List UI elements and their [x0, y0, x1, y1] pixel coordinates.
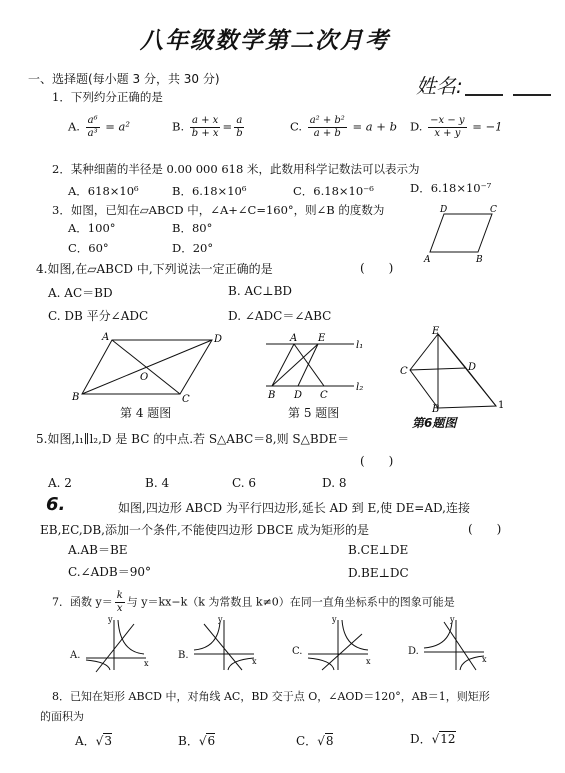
fig4-label-d: D — [214, 334, 223, 345]
q4-stem: 4.如图,在▱ABCD 中,下列说法一定正确的是 — [36, 262, 273, 276]
hyperbola-branch — [460, 656, 484, 670]
fig5-label-e: E — [318, 333, 326, 344]
q4-option-c: C. DB 平分∠ADC — [48, 309, 149, 323]
fig6-figure — [396, 326, 510, 412]
fig5-label-c: C — [320, 390, 328, 401]
section-heading: 一、选择题(每小题 3 分，共 30 分) — [28, 72, 220, 86]
q5-answer-paren: ( ) — [360, 454, 394, 468]
q8-option-c: C．√8 — [296, 734, 334, 748]
q3-option-b: B．80° — [172, 221, 213, 235]
q1-option-d: D. $\frac{-x - y}{x + y}$ = −1 — [410, 115, 503, 139]
hyperbola-branch — [308, 658, 334, 670]
exam-title: 八年级数学第二次月考 — [140, 28, 390, 54]
fig5-figure — [262, 330, 372, 402]
q6-option-c: C.∠ADB＝90° — [68, 565, 151, 579]
q3-parallelogram-figure — [420, 202, 500, 264]
q4-option-d: D. ∠ADC＝∠ABC — [228, 309, 332, 323]
fig5-segment — [298, 344, 318, 386]
line-graph — [322, 634, 362, 670]
q6-option-a: A.AB＝BE — [68, 543, 128, 557]
fig4-diagonal-bd — [82, 340, 212, 394]
q1-option-c: C. $\frac{\text{a² + b²}}{a + b}$ = a + b — [290, 115, 397, 139]
fig5-segment — [294, 344, 324, 386]
fig4-label-o: O — [140, 372, 149, 383]
x-label: x — [482, 655, 487, 664]
q7-option-b-label: B. — [178, 650, 189, 661]
q7-graph-d — [420, 614, 490, 674]
x-label: x — [366, 657, 371, 666]
q7-graph-b — [190, 614, 260, 674]
fig6-label-c: C — [400, 366, 408, 377]
q8-option-a: A．√3 — [75, 734, 112, 748]
fig6-label-d: D — [468, 362, 477, 373]
q8-option-b: B．√6 — [178, 734, 216, 748]
label-d: D — [440, 205, 448, 215]
fig5-caption: 第 5 题图 — [288, 406, 340, 420]
fig5-segment — [272, 344, 294, 386]
q3-stem: 3．如图，已知在▱ABCD 中，∠A+∠C=160°，则∠B 的度数为 — [52, 203, 385, 217]
q3-option-a: A．100° — [68, 221, 116, 235]
label-a: A — [424, 255, 431, 264]
y-label: y — [450, 615, 455, 624]
y-label: y — [332, 615, 337, 624]
line-graph — [204, 624, 242, 670]
q1-option-a: A. $\frac{\text{a⁶}}{\text{a³}}$ = a² — [68, 115, 131, 139]
fig4-parallelogram — [70, 330, 230, 404]
y-label: y — [108, 615, 113, 624]
q4-answer-paren: ( ) — [360, 261, 394, 275]
label-c: C — [490, 205, 497, 215]
fig6-segment — [438, 334, 496, 406]
fig5-label-d: D — [294, 390, 303, 401]
hyperbola-branch — [86, 660, 110, 670]
fig5-label-b: B — [268, 390, 276, 401]
q4-option-b: B. AC⊥BD — [228, 284, 293, 298]
q5-option-c: C. 6 — [232, 476, 257, 490]
q7-option-d-label: D. — [408, 646, 419, 657]
y-label: y — [218, 615, 223, 624]
q2-stem: 2．某种细菌的半径是 0.00 000 618 米，此数用科学记数法可以表示为 — [52, 162, 420, 176]
fig6-label-e: E — [432, 326, 440, 337]
x-label: x — [252, 657, 257, 666]
q5-option-b: B. 4 — [145, 476, 170, 490]
fig5-label-a: A — [290, 333, 298, 344]
q8-stem-line2: 的面积为 — [40, 710, 84, 723]
name-underline — [513, 94, 551, 96]
q3-option-c: C．60° — [68, 241, 109, 255]
fig5-segment — [272, 344, 318, 386]
line-graph — [444, 622, 476, 670]
q6-stem-line2: EB,EC,DB,添加一个条件,不能使四边形 DBCE 成为矩形的是 — [40, 523, 370, 537]
q7-stem: 7．函数 y＝ $\frac{k}{x}$ 与 y＝kx−k（k 为常数且 k≠0）在同一直角坐标系中的图象可能是 — [52, 590, 455, 614]
q8-stem-line1: 8．已知在矩形 ABCD 中，对角线 AC，BD 交于点 O，∠AOD＝120°，AB＝1，则矩形 — [52, 690, 490, 703]
q7-option-c-label: C. — [292, 646, 303, 657]
q1-option-b: B. $\frac{a + x}{b + x}$ = $\frac{a}{b}$ — [172, 115, 243, 139]
q5-option-a: A. 2 — [48, 476, 72, 490]
q8-option-d: D．√12 — [410, 732, 456, 746]
fig4-label-b: B — [72, 392, 80, 403]
q2-option-d: D．6.18×10⁻⁷ — [410, 181, 492, 195]
q2-option-c: C．6.18×10⁻⁶ — [293, 184, 374, 198]
fig6-caption: 第6题图 — [412, 416, 457, 430]
q6-number: 6. — [46, 494, 66, 515]
q7-graph-c — [304, 614, 374, 674]
hyperbola-branch — [194, 622, 220, 650]
q1-stem: 1．下列约分正确的是 — [52, 90, 163, 104]
name-underline — [465, 94, 503, 96]
fig6-shape — [410, 334, 496, 408]
fig4-caption: 第 4 题图 — [120, 406, 172, 420]
q5-option-d: D. 8 — [322, 476, 347, 490]
fig4-label-a: A — [102, 332, 110, 343]
q6-option-d: D.BE⊥DC — [348, 566, 409, 580]
hyperbola-branch — [342, 620, 368, 650]
name-label: 姓名: — [416, 74, 463, 98]
q2-option-b: B．6.18×10⁶ — [172, 184, 247, 198]
q2-option-a: A．618×10⁶ — [68, 184, 139, 198]
fig5-label-l1: l₁ — [356, 340, 364, 351]
q7-graph-a — [82, 614, 152, 674]
q6-stem-line1: 如图,四边形 ABCD 为平行四边形,延长 AD 到 E,使 DE=AD,连接 — [118, 501, 470, 515]
fig5-label-l2: l₂ — [356, 382, 364, 393]
hyperbola-branch — [118, 620, 144, 654]
q4-option-a: A. AC＝BD — [48, 286, 113, 300]
parallelogram-shape — [430, 214, 492, 252]
fig6-label-1: 1 — [498, 400, 505, 411]
fig6-label-b: B — [432, 404, 440, 412]
q6-answer-paren: ( ) — [468, 522, 502, 536]
q3-option-d: D．20° — [172, 241, 214, 255]
q6-option-b: B.CE⊥DE — [348, 543, 409, 557]
q5-stem: 5.如图,l₁∥l₂,D 是 BC 的中点.若 S△ABC＝8,则 S△BDE＝ — [36, 432, 350, 446]
fig4-label-c: C — [182, 394, 190, 404]
hyperbola-branch — [424, 622, 452, 648]
q7-option-a-label: A. — [70, 650, 81, 661]
x-label: x — [144, 659, 149, 668]
label-b: B — [476, 255, 483, 264]
